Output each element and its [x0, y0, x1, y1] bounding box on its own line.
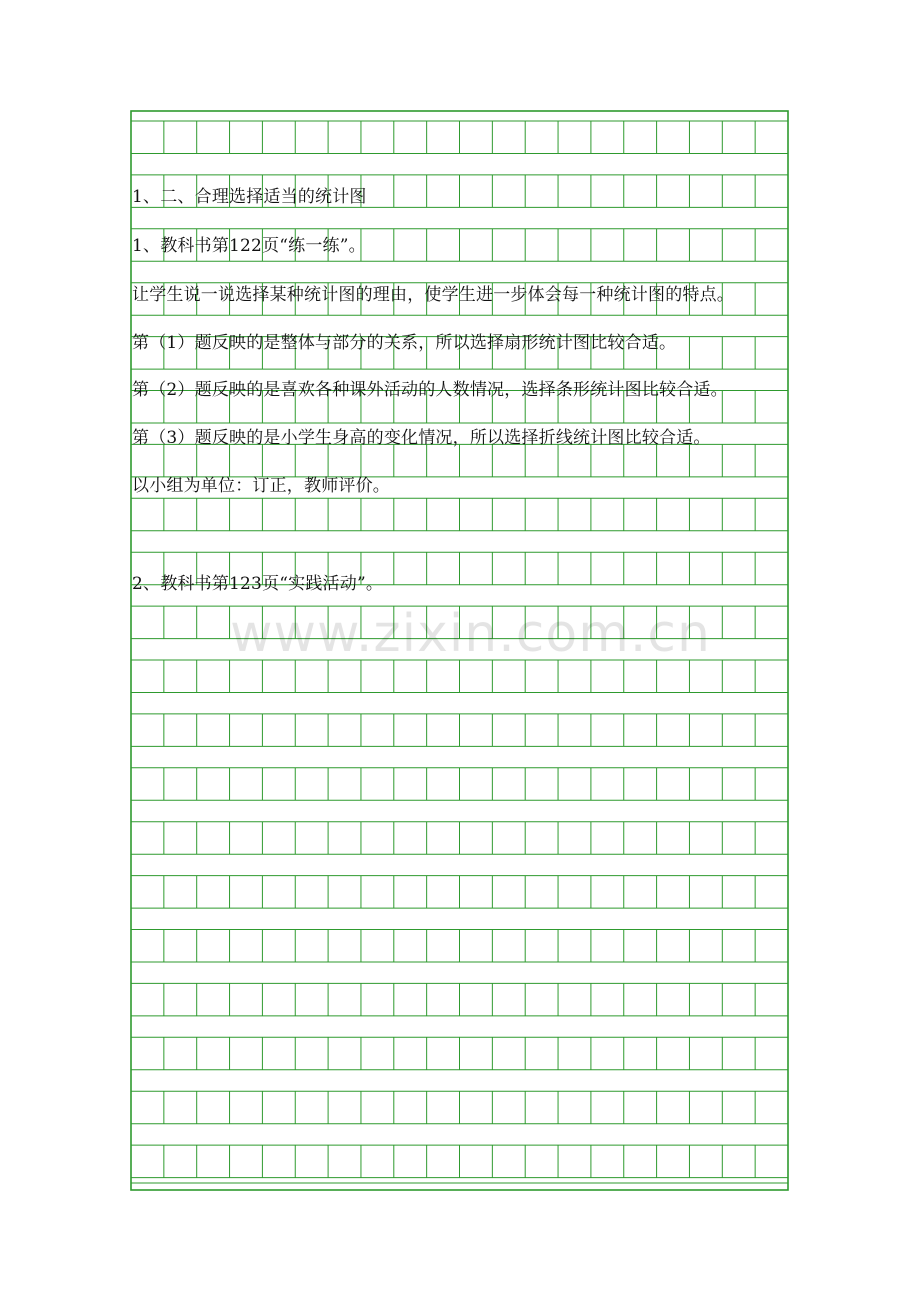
paragraph-question-3: 第（3）题反映的是小学生身高的变化情况，所以选择折线统计图比较合适。 [132, 428, 711, 448]
watermark-text: www.zixin.com.cn [230, 604, 711, 664]
paragraph-group-review: 以小组为单位：订正，教师评价。 [132, 476, 390, 496]
paragraph-question-2: 第（2）题反映的是喜欢各种课外活动的人数情况，选择条形统计图比较合适。 [132, 380, 728, 400]
item-textbook-123: 2、教科书第123页“实践活动”。 [132, 574, 384, 594]
paragraph-question-1: 第（1）题反映的是整体与部分的关系，所以选择扇形统计图比较合适。 [132, 333, 677, 353]
item-textbook-122: 1、教科书第122页“练一练”。 [132, 236, 366, 256]
heading-section-two: 1、二、合理选择适当的统计图 [132, 187, 367, 207]
paragraph-explain-reason: 让学生说一说选择某种统计图的理由，使学生进一步体会每一种统计图的特点。 [132, 285, 734, 305]
